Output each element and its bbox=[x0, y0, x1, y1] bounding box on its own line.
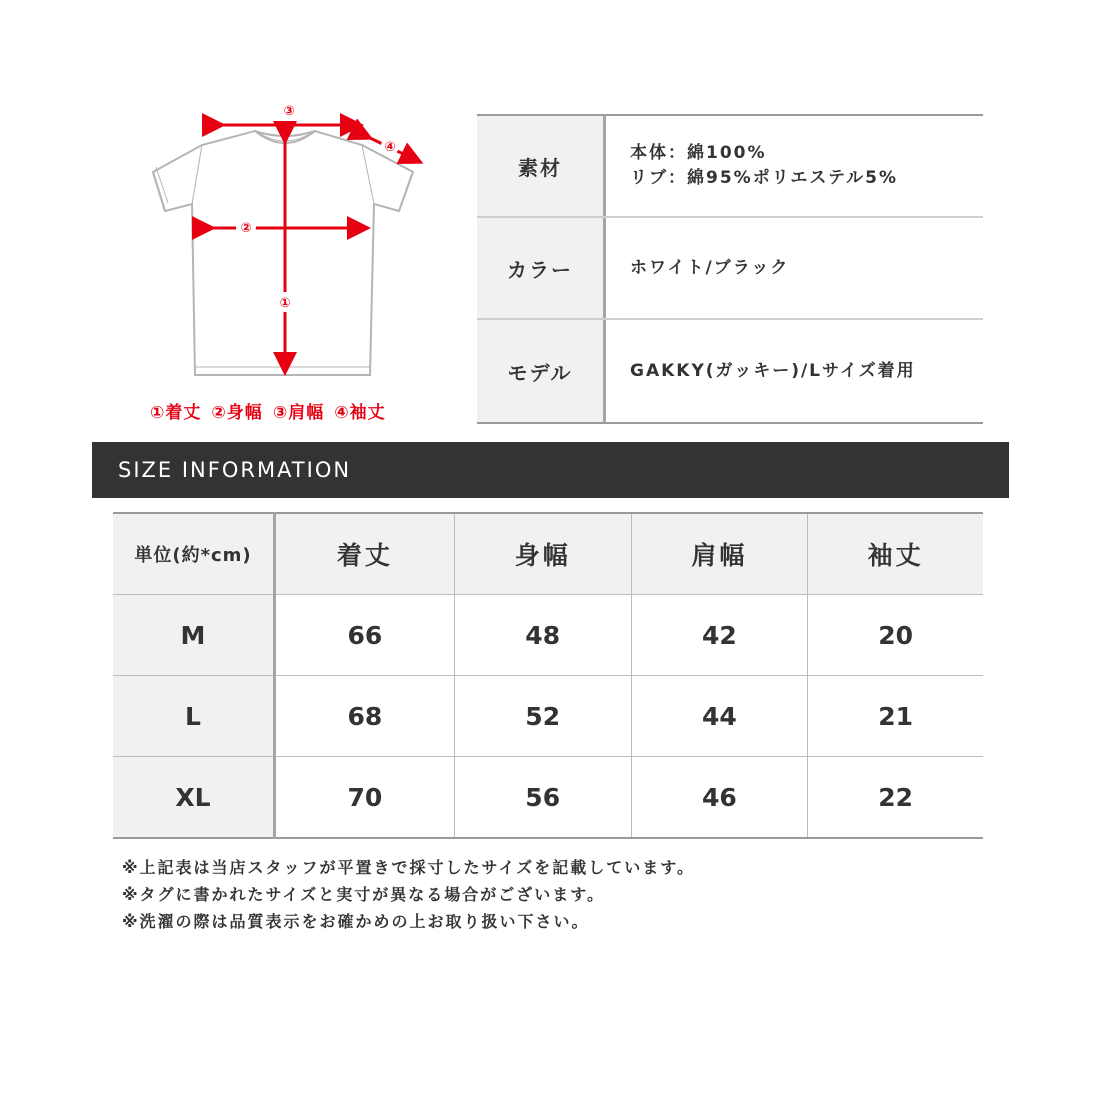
diagram-legend bbox=[150, 398, 450, 423]
legend-item: ②身幅 bbox=[211, 403, 263, 423]
table-cell: 44 bbox=[631, 676, 808, 757]
spec-value-line: 本体：綿100% bbox=[630, 143, 767, 163]
table-cell: 68 bbox=[275, 676, 455, 757]
marker-width: ② bbox=[240, 221, 252, 236]
table-row bbox=[113, 676, 983, 757]
note-line: ※上記表は当店スタッフが平置きで採寸したサイズを記載しています。 bbox=[122, 858, 695, 877]
legend-item: ③肩幅 bbox=[272, 403, 325, 423]
spec-value-line: ホワイト/ブラック bbox=[630, 257, 790, 278]
section-header bbox=[92, 442, 1009, 498]
table-cell: 52 bbox=[454, 676, 631, 757]
marker-sleeve: ④ bbox=[384, 140, 396, 155]
unit-header: 単位(約*cm) bbox=[113, 513, 275, 595]
spec-value bbox=[606, 218, 983, 318]
size-label: L bbox=[113, 676, 275, 757]
table-cell: 42 bbox=[631, 595, 808, 676]
table-cell: 66 bbox=[275, 595, 455, 676]
spec-value-line: GAKKY(ガッキー)/Lサイズ着用 bbox=[630, 360, 916, 381]
tshirt-illustration bbox=[140, 95, 440, 395]
column-header: 着丈 bbox=[275, 513, 455, 595]
spec-row-color bbox=[477, 218, 983, 320]
spec-label: カラー bbox=[477, 218, 606, 318]
note-line: ※洗濯の際は品質表示をお確かめの上お取り扱い下さい。 bbox=[122, 912, 590, 931]
spec-row-material bbox=[477, 116, 983, 218]
table-cell: 48 bbox=[454, 595, 631, 676]
table-cell: 70 bbox=[275, 757, 455, 839]
note-line: ※タグに書かれたサイズと実寸が異なる場合がございます。 bbox=[122, 885, 605, 904]
marker-shoulder: ③ bbox=[283, 104, 295, 119]
spec-row-model bbox=[477, 320, 983, 424]
spec-label: 素材 bbox=[477, 116, 606, 216]
table-cell: 21 bbox=[808, 676, 983, 757]
column-header: 身幅 bbox=[454, 513, 631, 595]
table-cell: 46 bbox=[631, 757, 808, 839]
legend-item: ④袖丈 bbox=[334, 403, 386, 423]
size-label: M bbox=[113, 595, 275, 676]
marker-length: ① bbox=[279, 296, 291, 311]
table-cell: 22 bbox=[808, 757, 983, 839]
table-row bbox=[113, 595, 983, 676]
spec-value bbox=[606, 320, 983, 422]
table-row bbox=[113, 757, 983, 839]
legend-item: ①着丈 bbox=[150, 403, 202, 423]
spec-value-line: リブ：綿95%ポリエステル5% bbox=[630, 168, 899, 188]
size-table bbox=[113, 512, 983, 839]
section-title: SIZE INFORMATION bbox=[118, 458, 352, 482]
size-label: XL bbox=[113, 757, 275, 839]
table-cell: 20 bbox=[808, 595, 983, 676]
size-table-header bbox=[113, 513, 983, 595]
notes bbox=[122, 854, 695, 935]
tshirt-diagram bbox=[140, 95, 440, 425]
tshirt-outline bbox=[153, 131, 413, 375]
spec-value bbox=[606, 116, 983, 216]
table-cell: 56 bbox=[454, 757, 631, 839]
spec-table bbox=[477, 114, 983, 424]
column-header: 袖丈 bbox=[808, 513, 983, 595]
spec-label: モデル bbox=[477, 320, 606, 422]
column-header: 肩幅 bbox=[631, 513, 808, 595]
